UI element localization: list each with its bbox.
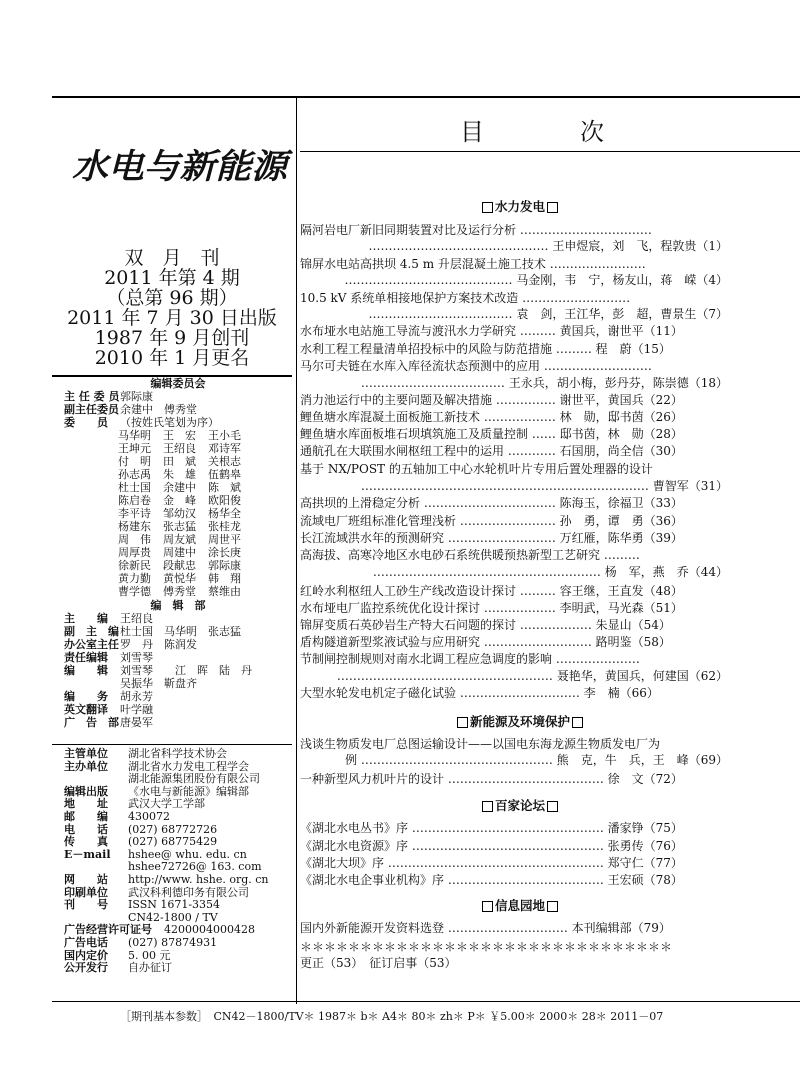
- column-divider: [296, 96, 297, 1004]
- member-row: [64, 546, 292, 559]
- editorial-value: 罗 丹 陈润发: [120, 638, 197, 651]
- toc-section-title: 信息园地: [494, 898, 545, 913]
- member-name: 伍鹤皋: [208, 468, 241, 481]
- renamed-date: 2010 年 1 月更名: [94, 347, 250, 369]
- box-icon: [572, 717, 583, 728]
- member-name: 杨华全: [208, 507, 241, 520]
- toc-entry[interactable]: ……………………………………………………………… 曹智军（31）: [360, 479, 728, 493]
- toc-entry[interactable]: 高拱坝的上滑稳定分析 …………………………… 陈海玉，徐福卫（33）: [300, 496, 683, 510]
- member-name: 付 明: [118, 455, 151, 468]
- member-name: 朱 雄: [163, 468, 196, 481]
- publisher-value: hshee@ whu. edu. cn: [128, 847, 247, 861]
- publisher-label: 网 站: [64, 872, 108, 886]
- publisher-label: 邮 编: [64, 809, 108, 823]
- editorial-row: [64, 638, 292, 651]
- logo-calligraphy: [68, 142, 293, 192]
- member-name: 孙志禹: [118, 468, 151, 481]
- editorial-value: 胡永芳: [120, 690, 153, 703]
- editorial-label: 编 务: [64, 690, 108, 703]
- publisher-label: E－mail: [64, 847, 111, 861]
- footer-rule: [52, 1001, 800, 1002]
- toc-entry[interactable]: 水布垭水电站施工导流与渡汛水力学研究 ……… 黄国兵，谢世平（11）: [300, 324, 683, 338]
- toc-entry[interactable]: ……………………………… 王永兵，胡小梅，彭丹芬，陈崇德（18）: [360, 376, 728, 390]
- publisher-value: http://www. hshe. org. cn: [128, 872, 269, 886]
- member-name: 傅秀堂: [163, 585, 196, 598]
- publisher-rows: [64, 748, 292, 924]
- toc-entry[interactable]: 节制闸控制规则对南水北调工程应急调度的影响 …………………: [300, 652, 640, 666]
- editorial-label: 办公室主任: [64, 638, 119, 651]
- publisher-value: hshee72726@ 163. com: [128, 860, 262, 874]
- publisher-label: 传 真: [64, 835, 108, 849]
- member-name: 涂长庚: [208, 546, 241, 559]
- toc-entry[interactable]: 隔河岩电厂新旧同期装置对比及运行分析 ……………………………: [300, 223, 652, 237]
- editorial-row: [64, 677, 292, 690]
- editorial-row: [64, 625, 292, 638]
- editorial-value: 王绍良: [120, 612, 153, 625]
- box-icon: [482, 801, 493, 812]
- toc-entry[interactable]: 浅谈生物质发电厂总图运输设计——以国电东海龙源生物质发电厂为: [300, 737, 661, 751]
- toc-entry[interactable]: 鲤鱼塘水库面板堆石坝填筑施工及质量控制 …… 邸书茵，林 勋（28）: [300, 427, 683, 441]
- toc-entry[interactable]: 高海拔、高寒冷地区水电砂石系统供暖预热新型工艺研究 ………: [300, 548, 640, 562]
- box-icon: [482, 901, 493, 912]
- editorial-label: 英文翻译: [64, 703, 108, 716]
- editorial-value: 刘雪琴 江 晖 陆 丹: [120, 664, 252, 677]
- toc-entry[interactable]: ……………………………… 袁 剑，王江华，彭 超，曹景生（7）: [368, 307, 728, 321]
- member-row: [64, 481, 292, 494]
- toc-entry[interactable]: 基于 NX/POST 的五轴加工中心水轮机叶片专用后置处理器的设计: [300, 462, 653, 476]
- toc-entry[interactable]: 大型水轮发电机定子磁化试验 ………………………… 李 楠（66）: [300, 686, 659, 700]
- member-row: [64, 507, 292, 520]
- publisher-value: 湖北省水力发电工程学会: [128, 759, 249, 773]
- publish-date: 2011 年 7 月 30 日出版: [67, 307, 277, 329]
- editorial-value: 唐晏军: [120, 716, 153, 729]
- box-icon: [547, 901, 558, 912]
- toc-entry[interactable]: 锦屏水电站高拱坝 4.5 m 升层混凝土施工技术 ……………………: [300, 257, 646, 271]
- toc-entry[interactable]: 一种新型风力机叶片的设计 ………………………………… 徐 文（72）: [300, 772, 683, 786]
- toc-entry[interactable]: 《湖北大坝》序 ……………………………………………… 郑守仁（77）: [300, 856, 683, 870]
- editorial-label: 主 编: [64, 612, 108, 625]
- publisher-label: 广告电话: [64, 935, 108, 949]
- editorial-label: 副 主 编: [64, 625, 119, 638]
- toc-entry[interactable]: 马尔可夫链在水库入库径流状态预测中的应用 ………………………: [300, 359, 652, 373]
- toc-section-title: 百家论坛: [494, 798, 545, 813]
- member-name: 王绍良: [163, 442, 196, 455]
- toc-entry[interactable]: 水利工程工程量清单招投标中的风险与防范措施 ……… 程 蔚（15）: [300, 342, 671, 356]
- toc-entry[interactable]: 国内外新能源开发资料选登 ………………………… 本刊编辑部（79）: [300, 921, 671, 935]
- member-name: 郭际康: [208, 559, 241, 572]
- toc-entry[interactable]: 消力池运行中的主要问题及解决措施 …………… 谢世平，黄国兵（22）: [300, 393, 683, 407]
- editorial-staff: [64, 612, 292, 729]
- member-name: 周世平: [208, 533, 241, 546]
- journal-logo: [68, 142, 293, 192]
- publisher-value: 湖北能源集团股份有限公司: [128, 772, 260, 786]
- committee-members: [64, 429, 292, 598]
- member-name: 段献忠: [163, 559, 196, 572]
- member-name: 王 宏: [163, 429, 196, 442]
- member-name: 邓诗军: [208, 442, 241, 455]
- toc-entry[interactable]: ……………………………………………… 聂艳华，黄国兵，何建国（62）: [336, 669, 728, 683]
- publisher-value: 湖北省科学技术协会: [128, 747, 227, 760]
- editorial-row: [64, 651, 292, 664]
- publisher-value: 4200004000428: [164, 923, 255, 937]
- toc-entry[interactable]: 通航孔在大联围水闸枢纽工程中的运用 ………… 石国朋，尚全信（30）: [300, 444, 683, 458]
- editorial-row: [64, 612, 292, 625]
- committee-members-label: 委 员 （按姓氏笔划为序）: [64, 416, 219, 429]
- editorial-value: 吴振华 靳盘齐: [120, 677, 197, 690]
- committee-vice: 副主任委员余建中 傅秀堂: [64, 403, 197, 416]
- toc-section-heading: [300, 796, 740, 814]
- publisher-value: 武汉科利德印务有限公司: [128, 885, 249, 899]
- toc-title-rule: [300, 151, 800, 152]
- toc-entry[interactable]: 《湖北水电企事业机构》序 ………………………………… 王宏硕（78）: [300, 873, 683, 887]
- member-name: 周友斌: [163, 533, 196, 546]
- editorial-label: 责任编辑: [64, 651, 108, 664]
- member-name: 陈启卷: [118, 494, 151, 507]
- member-name: 金 峰: [163, 494, 196, 507]
- member-name: 邹幼汉: [163, 507, 196, 520]
- toc-entry[interactable]: 水布垭电厂监控系统优化设计探讨 ……………… 李明武，马光森（51）: [300, 601, 683, 615]
- publisher-rows-2: [64, 924, 292, 974]
- member-name: 杨建东: [118, 520, 151, 533]
- publisher-row: [64, 937, 292, 950]
- box-icon: [482, 202, 493, 213]
- member-row: [64, 468, 292, 481]
- member-row: [64, 572, 292, 585]
- founded-date: 1987 年 9 月创刊: [94, 327, 250, 349]
- committee-director: 主 任 委 员郭际康: [64, 390, 153, 403]
- frequency: 双 月 刊: [124, 247, 220, 269]
- editorial-label: 广 告 部: [64, 716, 119, 729]
- publisher-top-rule: [52, 744, 292, 745]
- member-name: 余建中: [163, 481, 196, 494]
- publisher-label: 地 址: [64, 797, 108, 811]
- member-name: 徐新民: [118, 559, 151, 572]
- member-name: 周建中: [163, 546, 196, 559]
- editorial-heading: 编 辑 部: [150, 599, 206, 612]
- member-row: [64, 442, 292, 455]
- publisher-value: (027) 87874931: [128, 935, 218, 949]
- member-name: 张志猛: [163, 520, 196, 533]
- member-name: 黄力勤: [118, 572, 151, 585]
- publisher-value: 《水电与新能源》编辑部: [128, 784, 249, 798]
- toc-entry[interactable]: 红岭水利枢纽人工砂生产线改造设计探讨 ……… 容王继，王直发（48）: [300, 584, 683, 598]
- publisher-label: 国内定价: [64, 948, 108, 962]
- member-row: [64, 455, 292, 468]
- toc-section-heading: [300, 896, 740, 914]
- member-row: [64, 585, 292, 598]
- publisher-value: (027) 68775429: [128, 835, 218, 849]
- top-rule: [52, 96, 800, 98]
- publisher-value: CN42-1800 / TV: [128, 910, 218, 924]
- journal-parameters: ［期刊基本参数］ CN42－1800/TV＊ 1987＊ b＊ A4＊ 80＊ zh＊ P＊ ￥5.00＊ 2000＊ 28＊ 2011－07: [120, 1010, 664, 1023]
- member-name: 蔡维由: [208, 585, 241, 598]
- toc-section-title: 水力发电: [494, 199, 545, 214]
- member-name: 周 伟: [118, 533, 151, 546]
- editorial-row: [64, 664, 292, 677]
- publisher-value: 5. 00 元: [128, 948, 171, 962]
- member-name: 田 斌: [163, 455, 196, 468]
- toc-entry[interactable]: ……………………………………… 王申煜宸，刘 飞，程敦贵（1）: [368, 239, 728, 253]
- publisher-label: 主办单位: [64, 759, 108, 773]
- committee-heading: 编辑委员会: [150, 377, 206, 390]
- toc-entry[interactable]: 《湖北水电资源》序 ………………………………………… 张勇传（76）: [300, 839, 683, 853]
- publisher-row: [64, 962, 292, 975]
- member-name: 黄悦华: [163, 572, 196, 585]
- toc-section-heading: [300, 712, 740, 730]
- editorial-value: 杜士国 马华明 张志猛: [120, 625, 241, 638]
- toc-entry[interactable]: 例 ………………………………………… 熊 克，牛 兵，王 峰（69）: [345, 753, 728, 767]
- publisher-label: 公开发行: [64, 961, 108, 975]
- publisher-label: 电 话: [64, 822, 108, 836]
- toc-entry[interactable]: 盾构隧道新型浆液试验与应用研究 ……………………… 路明鉴（58）: [300, 635, 671, 649]
- member-name: 王坤元: [118, 442, 151, 455]
- toc-entry[interactable]: 10.5 kV 系统单相接地保护方案技术改造 ………………………: [300, 291, 631, 305]
- member-name: 马华明: [118, 429, 151, 442]
- toc-section-title: 新能源及环境保护: [469, 714, 570, 729]
- logo-text: 水电与新能源: [72, 147, 293, 187]
- publisher-value: 430072: [128, 809, 170, 823]
- box-icon: [547, 202, 558, 213]
- member-name: 王小毛: [208, 429, 241, 442]
- publisher-label: 广告经营许可证号: [64, 923, 152, 937]
- publisher-label: 印刷单位: [64, 885, 108, 899]
- member-row: [64, 494, 292, 507]
- member-name: 周厚贵: [118, 546, 151, 559]
- toc-entry[interactable]: 长江流域洪水年的预测研究 ……………………… 万红雁，陈华勇（39）: [300, 531, 683, 545]
- issue: 2011 年第 4 期: [104, 267, 240, 289]
- publisher-value: ISSN 1671-3354: [128, 898, 221, 912]
- toc-section-heading: [300, 197, 740, 215]
- editorial-row: [64, 716, 292, 729]
- publisher-value: 武汉大学工学部: [128, 797, 205, 811]
- member-name: 李平诗: [118, 507, 151, 520]
- toc-entry[interactable]: …………………………………… 马金刚，韦 宁，杨友山，蒋 嵘（4）: [344, 273, 728, 287]
- editorial-label: 编 辑: [64, 664, 108, 677]
- publisher-label: 主管单位: [64, 747, 108, 760]
- member-name: 关根志: [208, 455, 241, 468]
- member-row: [64, 429, 292, 442]
- toc-entry[interactable]: ＊＊＊＊＊＊＊＊＊＊＊＊＊＊＊＊＊＊＊＊＊＊＊＊＊＊＊＊＊＊＊: [300, 940, 673, 954]
- editorial-value: 叶学融: [120, 703, 153, 716]
- publisher-value: (027) 68772726: [128, 822, 218, 836]
- editorial-row: [64, 703, 292, 716]
- member-row: [64, 533, 292, 546]
- member-name: 陈 斌: [208, 481, 241, 494]
- member-row: [64, 559, 292, 572]
- toc-entry[interactable]: 锦屏变质石英砂岩生产特大石问题的探讨 ……………… 朱显山（54）: [300, 618, 671, 632]
- member-name: 曹学德: [118, 585, 151, 598]
- member-row: [64, 520, 292, 533]
- member-name: 韩 翔: [208, 572, 241, 585]
- committee-block: [64, 377, 292, 729]
- editorial-row: [64, 690, 292, 703]
- publisher-label: 编辑出版: [64, 784, 108, 798]
- toc-entry[interactable]: 《湖北水电丛书》序 ………………………………………… 潘家铮（75）: [300, 821, 683, 835]
- publisher-label: 刊 号: [64, 898, 108, 912]
- box-icon: [547, 801, 558, 812]
- editorial-value: 刘雪琴: [120, 651, 153, 664]
- box-icon: [457, 717, 468, 728]
- toc-entry[interactable]: 流域电厂班组标准化管理浅析 …………………… 孙 勇，谭 勇（36）: [300, 514, 683, 528]
- publisher-value: 自办征订: [128, 961, 172, 975]
- toc-entry[interactable]: 更正（53） 征订启事（53）: [300, 956, 457, 970]
- toc-entry[interactable]: 鲤鱼塘水库混凝土面板施工新技术 ……………… 林 勋，邸书茵（26）: [300, 410, 683, 424]
- total-issue: （总第 96 期）: [106, 287, 238, 309]
- member-name: 欧阳俊: [208, 494, 241, 507]
- toc-title: 目 次: [460, 118, 640, 146]
- publisher-block: [64, 748, 292, 975]
- toc-entry[interactable]: ………………………………………………… 杨 军，燕 乔（44）: [372, 565, 728, 579]
- member-name: 张桂龙: [208, 520, 241, 533]
- member-name: 杜士国: [118, 481, 151, 494]
